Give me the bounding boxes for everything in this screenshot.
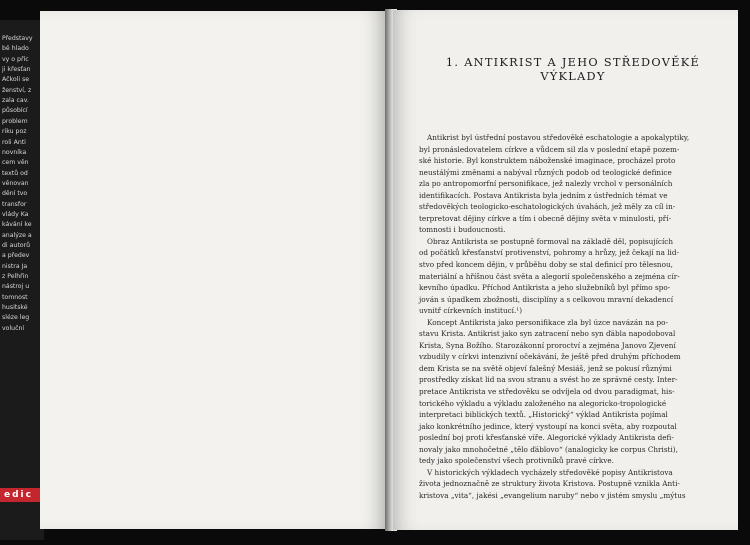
- body-text-line: života jednoznačně ze struktury života Kristova. Postupně vznikla Anti-: [419, 479, 680, 489]
- underlying-text-line: analýze a: [2, 231, 32, 239]
- body-text-line: jako konkrétního jedince, který vystoupí na konci světa, aby rozpoutal: [419, 421, 677, 431]
- underlying-text-line: problem: [2, 117, 28, 125]
- body-text-line: torického výkladu a výkladu založeného na alegoricko-tropologické: [419, 398, 667, 408]
- underlying-text-line: nistra Ja: [2, 262, 28, 270]
- body-text-line: stvo před koncem dějin, v průběhu doby se stal definicí pro tělesnou,: [419, 260, 673, 270]
- body-text-line: Krista, Syna Božího. Starozákonní proroctví a zejména Janovo Zjevení: [419, 340, 676, 350]
- body-text-line: identifikacích. Postava Antikrista byla jedním z ústředních témat ve: [419, 190, 668, 200]
- underlying-text-line: riku poz: [2, 128, 27, 136]
- underlying-text-line: di autorů: [2, 242, 31, 249]
- underlying-text-line: z Pelhřin: [2, 273, 29, 281]
- body-text-line: kevního úpadku. Příchod Antikrista a jeho služebníků byl přímo spo-: [419, 283, 671, 293]
- body-text-line: Koncept Antikrista jako personifikace zla byl úzce navázán na po-: [427, 317, 668, 327]
- underlying-text-line: sléze leg: [2, 314, 30, 322]
- underlying-text-line: bě hlado: [2, 45, 29, 53]
- body-text-line: stavu Krista. Antikrist jako syn zatracení nebo syn ďábla napodoboval: [419, 329, 676, 339]
- right-text-page: [393, 10, 738, 530]
- underlying-text-line: novníka: [2, 148, 27, 156]
- body-text-line: pretace Antikrista ve středověku se odvíjela od dvou paradigmat, his-: [419, 387, 675, 397]
- body-text-line: tomnosti i budoucnosti.: [419, 225, 506, 235]
- body-text-line: uvnitř církevních institucí.¹): [419, 306, 523, 316]
- body-text-line: materiální a hříšnou část světa a alegorií společenského a zejména cír-: [419, 271, 680, 281]
- body-text-line: ské historie. Byl konstruktem náboženské imaginace, procházel proto: [419, 156, 676, 166]
- body-text-line: neustálými změnami a nabýval různých podob od teologické definice: [419, 167, 672, 177]
- body-text-line: prostředky získat lid na svou stranu a svést ho ze správné cesty. Inter-: [419, 375, 678, 385]
- underlying-text-line: Představy: [2, 35, 33, 42]
- underlying-text-line: ženství, z: [2, 86, 32, 94]
- body-text-line: Obraz Antikrista se postupně formoval na základě děl, popisujících: [427, 236, 673, 246]
- chapter-title-line-1: 1. ANTIKRIST A JEHO STŘEDOVĚKÉ: [445, 56, 701, 69]
- underlying-text-line: kávání ke: [2, 221, 32, 229]
- left-blank-page: [40, 11, 387, 529]
- underlying-text-line: věnovan: [2, 179, 29, 187]
- underlying-text-line: vlády Ka: [2, 210, 29, 218]
- body-text: [419, 132, 719, 502]
- chapter-title-line-2: VÝKLADY: [540, 70, 606, 83]
- underlying-text-line: transfor: [2, 200, 27, 208]
- edition-label: edic: [4, 490, 33, 500]
- body-text-line: byl pronásledovatelem církve a vůdcem sil zla v poslední etapě pozem-: [419, 144, 680, 154]
- body-text-line: terpretovat dějiny církve a tím i obecně dějiny světa v minulosti, pří-: [419, 213, 672, 223]
- body-text-line: interpretaci biblických textů. „Historický“ výklad Antikrista pojímal: [419, 410, 668, 420]
- body-text-line: V historických výkladech vycházely středověké popisy Antikristova: [427, 467, 673, 477]
- underlying-text-line: působící: [2, 107, 28, 115]
- underlying-dark-page: [0, 20, 44, 540]
- body-text-line: kristova „vita“, jakési „evangelium naruby“ nebo v jistém smyslu „mýtus: [419, 490, 686, 500]
- underlying-text-line: textů od: [2, 169, 28, 177]
- underlying-text-line: tomnost: [2, 293, 28, 301]
- underlying-text-line: vy o příc: [2, 55, 29, 63]
- underlying-text-line: roli Anti: [2, 138, 26, 146]
- underlying-text-line: zala cav.: [2, 97, 29, 105]
- body-text-line: novaly jako mnohočetné „tělo ďáblovo“ (analogicky ke corpus Christi),: [419, 444, 678, 454]
- body-text-line: tedy jako společenství všech protivníků pravé církve.: [419, 456, 614, 466]
- body-text-line: dem Krista se na světě objeví falešný Mesiáš, jenž se pokusí různými: [419, 363, 672, 373]
- body-text-line: středověkých teologicko-eschatologických úvahách, jež měly za cíl in-: [419, 202, 676, 212]
- underlying-text-line: husitské: [2, 304, 28, 312]
- body-text-line: Antikrist byl ústřední postavou středověké eschatologie a apokalyptiky,: [427, 133, 690, 142]
- chapter-title: [423, 56, 723, 84]
- body-text-line: zla po antropomorfní personifikace, jež nalezly vrchol v personálních: [419, 179, 673, 189]
- body-text-line: jován s úpadkem zbožnosti, disciplíny a s celkovou mravní dekadencí: [419, 294, 674, 304]
- body-text-line: poslední boj proti křesťanské víře. Alegorické výklady Antikrista defi-: [419, 433, 674, 443]
- body-text-line: vzbudily v církvi intenzivní očekávání, že ještě před druhým příchodem: [419, 352, 681, 362]
- underlying-text-line: a předev: [2, 252, 30, 260]
- underlying-text-line: Ačkoli se: [2, 76, 30, 84]
- underlying-text-line: cem věn: [2, 159, 29, 167]
- underlying-text-line: dění tvo: [2, 190, 28, 198]
- underlying-text-line: nástroj u: [2, 283, 30, 291]
- body-text-line: od počátků křesťanství protivenství, pohromy a hrůzy, jež čekají na lid-: [419, 248, 679, 258]
- underlying-text-line: ji křesťan: [2, 66, 31, 74]
- underlying-text-line: voluční: [2, 324, 25, 332]
